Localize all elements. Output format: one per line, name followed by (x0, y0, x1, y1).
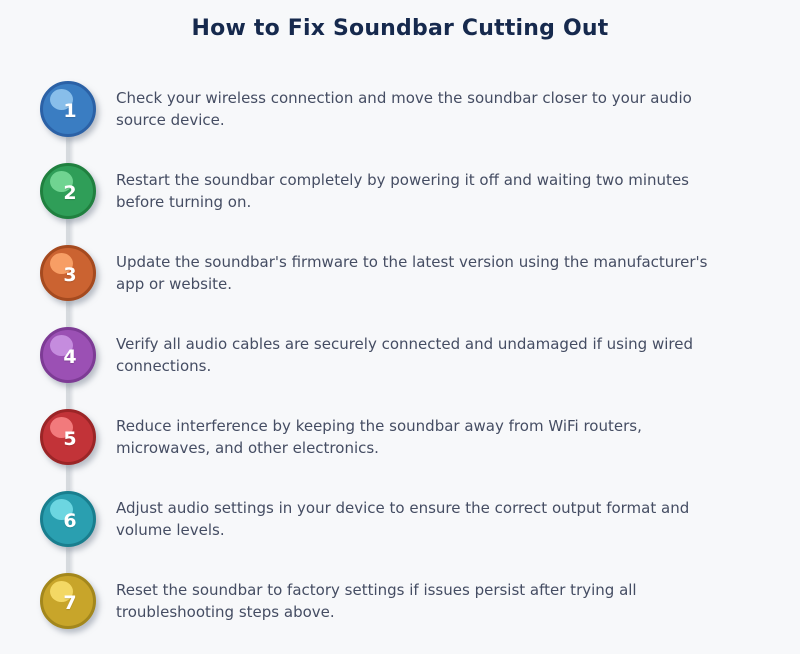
step-text: Update the soundbar's firmware to the latest version using the manufacturer's app or website. (116, 253, 708, 293)
step-badge-5 (40, 409, 96, 465)
step-item-7 (40, 560, 760, 642)
steps-timeline (40, 68, 760, 642)
step-number: 3 (63, 264, 77, 286)
step-badge-7 (40, 573, 96, 629)
step-badge-2 (40, 163, 96, 219)
step-badge-4 (40, 327, 96, 383)
step-number: 6 (63, 510, 77, 532)
step-item-5 (40, 396, 760, 478)
step-text: Restart the soundbar completely by powering it off and waiting two minutes before turning on. (116, 171, 689, 211)
step-item-1 (40, 68, 760, 150)
step-text: Verify all audio cables are securely connected and undamaged if using wired connections. (116, 335, 693, 375)
step-item-3 (40, 232, 760, 314)
step-number: 1 (63, 100, 77, 122)
step-badge-3 (40, 245, 96, 301)
page-title: How to Fix Soundbar Cutting Out (191, 16, 609, 41)
step-text: Check your wireless connection and move the soundbar closer to your audio source device. (116, 89, 692, 129)
step-badge-1 (40, 81, 96, 137)
step-item-2 (40, 150, 760, 232)
step-number: 2 (63, 182, 77, 204)
step-number: 7 (63, 592, 77, 614)
step-item-6 (40, 478, 760, 560)
step-text: Adjust audio settings in your device to ensure the correct output format and volume levels. (116, 499, 690, 539)
step-text: Reduce interference by keeping the soundbar away from WiFi routers, microwaves, and other electronics. (116, 417, 642, 457)
step-number: 5 (63, 428, 77, 450)
step-item-4 (40, 314, 760, 396)
step-badge-6 (40, 491, 96, 547)
step-number: 4 (63, 346, 77, 368)
step-text: Reset the soundbar to factory settings if issues persist after trying all troubleshooting steps above. (116, 581, 637, 621)
